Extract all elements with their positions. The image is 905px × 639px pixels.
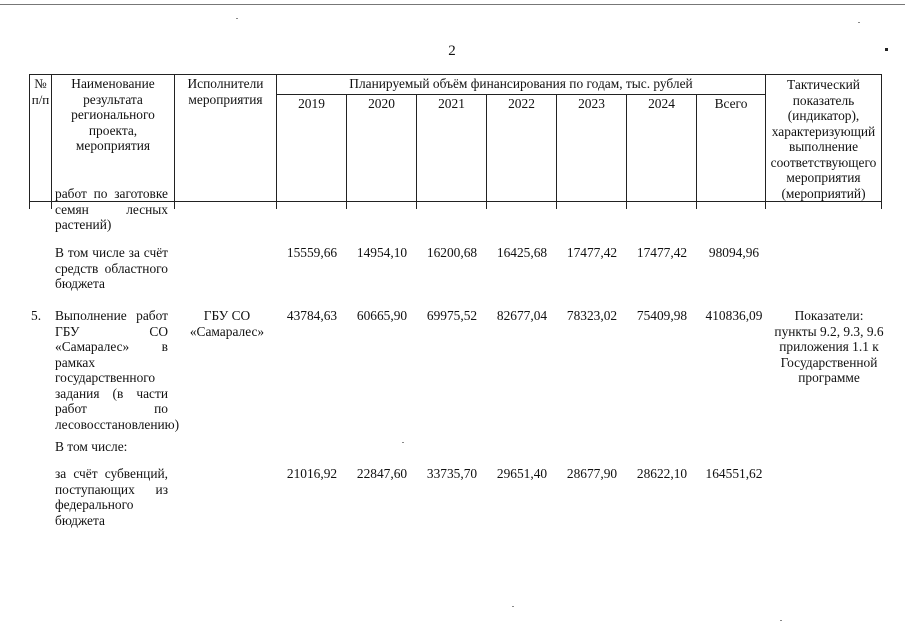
value-2023: 78323,02 [566, 308, 618, 323]
gap-cell [487, 202, 557, 210]
header-executor: Исполнители мероприятия [175, 75, 277, 202]
gap-cell [277, 202, 347, 210]
gap-cell [766, 202, 882, 210]
row-name: работ по заготовке семян лесных растений) [55, 186, 168, 232]
gap-cell [417, 202, 487, 210]
value-2021: 33735,70 [426, 466, 478, 481]
value-2020: 60665,90 [356, 308, 408, 323]
row-name: Выполнение работ ГБУ СО «Самаралес» в рамках государственного задания (в части работ по лесовосстановлению) [55, 308, 180, 432]
value-2024: 17477,42 [636, 245, 688, 260]
header-year-2021: 2021 [417, 95, 487, 202]
header-indicator: Тактический показатель (индикатор), характеризующий выполнение соответствующего мероприятия (мероприятий) [766, 75, 882, 202]
gap-cell [697, 202, 766, 210]
value-2024: 75409,98 [636, 308, 688, 323]
scan-speck [885, 48, 888, 51]
row-number: 5. [31, 308, 42, 323]
value-2023: 17477,42 [566, 245, 618, 260]
row-indicator: Показатели: пункты 9.2, 9.3, 9.6 приложения 1.1 к Государственной программе [774, 308, 884, 385]
value-2019: 43784,63 [286, 308, 338, 323]
header-year-2020: 2020 [347, 95, 417, 202]
value-2020: 22847,60 [356, 466, 408, 481]
scan-speck [236, 18, 238, 19]
value-2024: 28622,10 [636, 466, 688, 481]
value-2020: 14954,10 [356, 245, 408, 260]
value-2023: 28677,90 [566, 466, 618, 481]
header-no: № п/п [30, 75, 52, 202]
value-2021: 16200,68 [426, 245, 478, 260]
value-2021: 69975,52 [426, 308, 478, 323]
scan-speck [858, 22, 860, 23]
value-total: 98094,96 [708, 245, 760, 260]
scan-speck [402, 442, 404, 443]
gap-cell [30, 202, 52, 210]
scan-speck [780, 620, 782, 621]
header-planned-financing: Планируемый объём финансирования по годам, тыс. рублей [277, 75, 766, 95]
top-rule [0, 4, 905, 5]
gap-cell [557, 202, 627, 210]
value-2022: 82677,04 [496, 308, 548, 323]
value-2022: 29651,40 [496, 466, 548, 481]
row-executor: ГБУ СО «Самаралес» [189, 308, 265, 339]
scan-speck [512, 606, 514, 607]
value-2022: 16425,68 [496, 245, 548, 260]
header-year-2022: 2022 [487, 95, 557, 202]
row-name: В том числе за счёт средств областного бюджета [55, 245, 168, 291]
header-name: Наименование результата регионального проекта, мероприятия [52, 75, 175, 202]
header-year-2024: 2024 [627, 95, 697, 202]
page-number: 2 [448, 43, 456, 59]
gap-cell [627, 202, 697, 210]
row-name: В том числе: [55, 439, 128, 454]
gap-cell [175, 202, 277, 210]
value-2019: 15559,66 [286, 245, 338, 260]
value-total: 164551,62 [705, 466, 763, 481]
gap-cell [347, 202, 417, 210]
header-year-2019: 2019 [277, 95, 347, 202]
header-year-2023: 2023 [557, 95, 627, 202]
value-total: 410836,09 [705, 308, 763, 323]
header-total: Всего [697, 95, 766, 202]
row-name: за счёт субвенций, поступающих из федерального бюджета [55, 466, 168, 528]
value-2019: 21016,92 [286, 466, 338, 481]
